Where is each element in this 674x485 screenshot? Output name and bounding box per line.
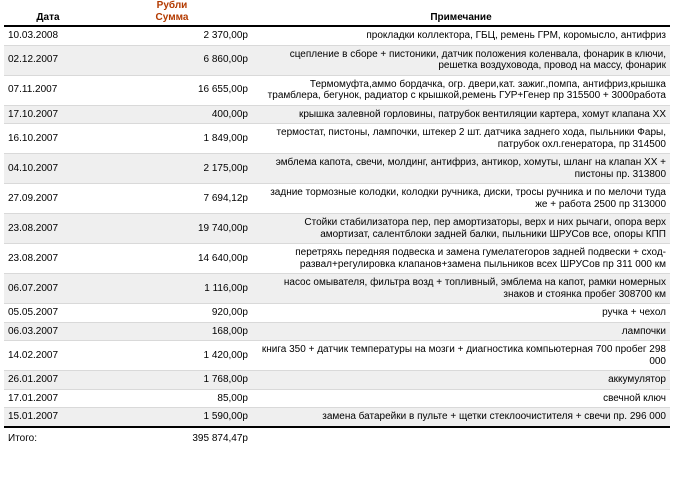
table-body	[4, 26, 670, 427]
currency-header-row	[4, 0, 670, 12]
cell-sum: 2 175,00р	[92, 154, 252, 184]
cell-date: 23.08.2007	[4, 214, 92, 244]
table-row	[4, 341, 670, 371]
table-head	[4, 0, 670, 26]
cell-sum: 16 655,00р	[92, 75, 252, 105]
cell-date: 10.03.2008	[4, 26, 92, 45]
table-row	[4, 154, 670, 184]
table-row	[4, 75, 670, 105]
cell-date: 04.10.2007	[4, 154, 92, 184]
cell-date: 02.12.2007	[4, 45, 92, 75]
cell-note: прокладки коллектора, ГБЦ, ремень ГРМ, коромысло, антифриз	[252, 26, 670, 45]
cell-note: свечной ключ	[252, 389, 670, 408]
cell-sum: 2 370,00р	[92, 26, 252, 45]
column-header-row	[4, 12, 670, 26]
cell-note: лампочки	[252, 322, 670, 341]
cell-note: книга 350 + датчик температуры на мозги + диагностика компьютерная 700 пробег 298 000	[252, 341, 670, 371]
expenses-table	[4, 0, 670, 447]
cell-sum: 1 590,00р	[92, 408, 252, 427]
cell-date: 06.03.2007	[4, 322, 92, 341]
table-row	[4, 184, 670, 214]
table-row	[4, 124, 670, 154]
table-foot	[4, 427, 670, 447]
cell-sum: 85,00р	[92, 389, 252, 408]
cell-date: 14.02.2007	[4, 341, 92, 371]
cell-sum: 6 860,00р	[92, 45, 252, 75]
cell-sum: 1 116,00р	[92, 274, 252, 304]
cell-note: эмблема капота, свечи, молдинг, антифриз, антикор, хомуты, шланг на клапан ХХ + пистоны пр. 313800	[252, 154, 670, 184]
total-label: Итого:	[4, 427, 92, 447]
cell-note: крышка залевной горловины, патрубок вентиляции картера, хомут клапана ХХ	[252, 105, 670, 124]
table-row	[4, 244, 670, 274]
table-row	[4, 214, 670, 244]
cell-note: замена батарейки в пульте + щетки стеклоочистителя + свечи пр. 296 000	[252, 408, 670, 427]
table-row	[4, 408, 670, 427]
cell-date: 17.10.2007	[4, 105, 92, 124]
cell-note: ручка + чехол	[252, 304, 670, 323]
cell-sum: 168,00р	[92, 322, 252, 341]
cell-note: насос омывателя, фильтра возд + топливный, эмблема на капот, рамки номерных знаков и стоянка пробег 308700 км	[252, 274, 670, 304]
cell-sum: 14 640,00р	[92, 244, 252, 274]
cell-date: 05.05.2007	[4, 304, 92, 323]
cell-sum: 1 768,00р	[92, 371, 252, 390]
column-header-sum: Сумма	[92, 12, 252, 26]
cell-note: аккумулятор	[252, 371, 670, 390]
total-row	[4, 427, 670, 447]
cell-date: 06.07.2007	[4, 274, 92, 304]
cell-note: термостат, пистоны, лампочки, штекер 2 шт. датчика заднего хода, пыльники Фары, патрубок охл.генератора, пр 314500	[252, 124, 670, 154]
cell-note: Термомуфта,аммо бордачка, огр. двери,кат. зажиг.,помпа, антифриз,крышка трамблера, бегунок, радиатор с крышкой,ремень ГУР+Генер пр 315500 + 3000работа	[252, 75, 670, 105]
cell-date: 23.08.2007	[4, 244, 92, 274]
cell-date: 16.10.2007	[4, 124, 92, 154]
cell-sum: 400,00р	[92, 105, 252, 124]
cell-note: перетряхь передняя подвеска и замена гумелатегоров задней подвески + сход-развал+регулировка клапанов+замена пыльников всех ШРУСов пр 311 000 км	[252, 244, 670, 274]
cell-date: 26.01.2007	[4, 371, 92, 390]
total-sum: 395 874,47р	[92, 427, 252, 447]
cell-note: сцепление в сборе + пистоники, датчик положения коленвала, фонарик в ключи, решетка воздуховода, провод на массу, фонарик	[252, 45, 670, 75]
table-row	[4, 45, 670, 75]
cell-date: 07.11.2007	[4, 75, 92, 105]
cell-sum: 19 740,00р	[92, 214, 252, 244]
table-row	[4, 274, 670, 304]
cell-sum: 1 849,00р	[92, 124, 252, 154]
table-row	[4, 26, 670, 45]
cell-date: 15.01.2007	[4, 408, 92, 427]
cell-note: задние тормозные колодки, колодки ручника, диски, тросы ручника и по мелочи туда же + работа 2500 пр 313000	[252, 184, 670, 214]
cell-date: 17.01.2007	[4, 389, 92, 408]
currency-header-spacer	[4, 0, 92, 12]
table-row	[4, 322, 670, 341]
cell-sum: 1 420,00р	[92, 341, 252, 371]
table-row	[4, 389, 670, 408]
column-header-note: Примечание	[252, 12, 670, 26]
cell-note: Стойки стабилизатора пер, пер амортизаторы, верх и них рычаги, опора верх амортизат, салентблоки задней балки, пыльники ШРУСов все, опоры КПП	[252, 214, 670, 244]
cell-date: 27.09.2007	[4, 184, 92, 214]
table-row	[4, 105, 670, 124]
table-row	[4, 304, 670, 323]
cell-sum: 7 694,12р	[92, 184, 252, 214]
currency-label: Рубли	[156, 0, 188, 11]
column-header-date: Дата	[4, 12, 92, 26]
table-row	[4, 371, 670, 390]
total-spacer	[252, 427, 670, 447]
currency-header-spacer-right	[252, 0, 670, 12]
cell-sum: 920,00р	[92, 304, 252, 323]
